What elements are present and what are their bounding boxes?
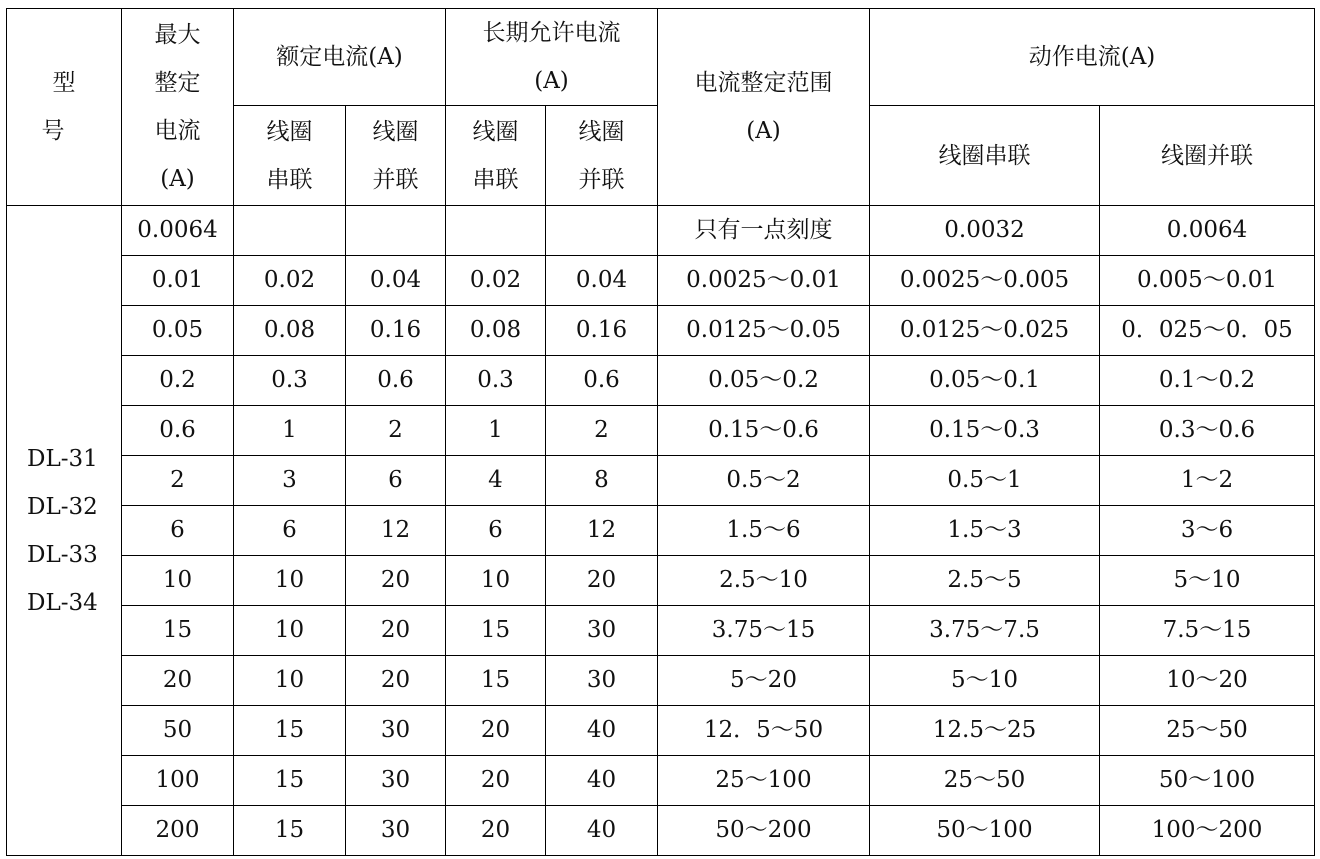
table-cell: 100～200 <box>1100 806 1315 856</box>
table-cell: 0.01 <box>122 256 234 306</box>
table-row <box>7 256 1315 306</box>
table-cell: 0.0025～0.01 <box>658 256 870 306</box>
table-cell: 10 <box>122 556 234 606</box>
table-cell: 40 <box>546 706 658 756</box>
table-cell <box>546 206 658 256</box>
header-rated-current: 额定电流(A) <box>234 9 446 106</box>
table-cell: 2.5～10 <box>658 556 870 606</box>
table-cell: 15 <box>234 806 346 856</box>
header-rated-parallel: 线圈 并联 <box>346 106 446 206</box>
table-cell: 10 <box>446 556 546 606</box>
table-cell: 0.0025～0.005 <box>870 256 1100 306</box>
table-cell: 0.16 <box>346 306 446 356</box>
table-cell: 50 <box>122 706 234 756</box>
table-row <box>7 806 1315 856</box>
model-name: DL-32 <box>27 493 98 520</box>
table-cell: 0.02 <box>234 256 346 306</box>
table-cell: 0.08 <box>446 306 546 356</box>
relay-spec-table <box>6 8 1315 856</box>
table-cell: 40 <box>546 806 658 856</box>
table-cell: 3～6 <box>1100 506 1315 556</box>
table-cell: 25～50 <box>1100 706 1315 756</box>
table-cell <box>234 206 346 256</box>
header-long-term-parallel: 线圈 并联 <box>546 106 658 206</box>
table-cell: 10～20 <box>1100 656 1315 706</box>
table-cell: 10 <box>234 656 346 706</box>
table-row <box>7 656 1315 706</box>
header-operate-series: 线圈串联 <box>870 106 1100 206</box>
table-row <box>7 506 1315 556</box>
table-cell <box>446 206 546 256</box>
table-cell: 0.05 <box>122 306 234 356</box>
header-operate-parallel: 线圈并联 <box>1100 106 1315 206</box>
table-cell: 0.04 <box>546 256 658 306</box>
table-cell: 6 <box>446 506 546 556</box>
table-cell: 0.02 <box>446 256 546 306</box>
table-cell <box>346 206 446 256</box>
table-cell: 5～10 <box>870 656 1100 706</box>
table-cell: 0.0032 <box>870 206 1100 256</box>
table-cell: 只有一点刻度 <box>658 206 870 256</box>
table-row <box>7 556 1315 606</box>
table-cell: 40 <box>546 756 658 806</box>
table-cell: 0.04 <box>346 256 446 306</box>
table-cell: 20 <box>446 706 546 756</box>
table-cell: 1 <box>234 406 346 456</box>
table-cell: 4 <box>446 456 546 506</box>
table-cell: 0.0064 <box>122 206 234 256</box>
table-cell: 1.5～6 <box>658 506 870 556</box>
table-cell: 0.15～0.6 <box>658 406 870 456</box>
table-row <box>7 356 1315 406</box>
table-cell: 8 <box>546 456 658 506</box>
table-cell: 20 <box>446 806 546 856</box>
table-cell: 12 <box>546 506 658 556</box>
header-long-term-series: 线圈 串联 <box>446 106 546 206</box>
table-row <box>7 606 1315 656</box>
table-cell: 30 <box>546 656 658 706</box>
table-cell: 12 <box>346 506 446 556</box>
header-rated-series: 线圈 串联 <box>234 106 346 206</box>
table-cell: 0.05～0.2 <box>658 356 870 406</box>
table-cell: 0.6 <box>346 356 446 406</box>
table-cell: 0.16 <box>546 306 658 356</box>
table-cell: 15 <box>122 606 234 656</box>
model-name: DL-31 <box>27 445 98 472</box>
table-cell: 20 <box>122 656 234 706</box>
table-cell: 0.3～0.6 <box>1100 406 1315 456</box>
header-max-setting-current: 最大 整定 电流 (A) <box>122 9 234 206</box>
table-cell: 0.15～0.3 <box>870 406 1100 456</box>
table-cell: 3.75～15 <box>658 606 870 656</box>
header-long-term-current: 长期允许电流 (A) <box>446 9 658 106</box>
table-cell: 12．5～50 <box>658 706 870 756</box>
table-row <box>7 306 1315 356</box>
model-name: DL-34 <box>27 589 98 616</box>
table-cell: 20 <box>346 606 446 656</box>
table-cell: 20 <box>346 556 446 606</box>
table-row <box>7 706 1315 756</box>
table-cell: 0.0125～0.05 <box>658 306 870 356</box>
table-cell: 30 <box>346 706 446 756</box>
table-cell: 12.5～25 <box>870 706 1100 756</box>
table-cell: 6 <box>122 506 234 556</box>
table-cell: 0.6 <box>546 356 658 406</box>
table-cell: 6 <box>346 456 446 506</box>
table-cell: 3 <box>234 456 346 506</box>
table-cell: 0.0064 <box>1100 206 1315 256</box>
table-cell: 1～2 <box>1100 456 1315 506</box>
table-cell: 2 <box>122 456 234 506</box>
table-cell: 0.005～0.01 <box>1100 256 1315 306</box>
table-cell: 5～10 <box>1100 556 1315 606</box>
table-cell: 10 <box>234 556 346 606</box>
table-row <box>7 406 1315 456</box>
table-cell: 200 <box>122 806 234 856</box>
table-cell: 0.0125～0.025 <box>870 306 1100 356</box>
table-cell: 25～50 <box>870 756 1100 806</box>
table-cell: 15 <box>234 706 346 756</box>
table-cell: 0.05～0.1 <box>870 356 1100 406</box>
header-setting-range: 电流整定范围 (A) <box>658 9 870 206</box>
table-cell: 0.6 <box>122 406 234 456</box>
table-cell: 2 <box>546 406 658 456</box>
table-cell: 15 <box>446 606 546 656</box>
model-list <box>7 206 122 856</box>
table-cell: 15 <box>446 656 546 706</box>
table-cell: 0.3 <box>234 356 346 406</box>
table-cell: 0.1～0.2 <box>1100 356 1315 406</box>
table-cell: 1 <box>446 406 546 456</box>
header-model: 型 号 <box>7 9 122 206</box>
table-cell: 20 <box>546 556 658 606</box>
table-cell: 30 <box>346 806 446 856</box>
table-row <box>7 756 1315 806</box>
table-cell: 3.75～7.5 <box>870 606 1100 656</box>
table-cell: 0．025～0．05 <box>1100 306 1315 356</box>
table-cell: 20 <box>346 656 446 706</box>
table-cell: 0.5～1 <box>870 456 1100 506</box>
table-cell: 50～100 <box>870 806 1100 856</box>
table-cell: 0.3 <box>446 356 546 406</box>
table-cell: 25～100 <box>658 756 870 806</box>
table-cell: 30 <box>346 756 446 806</box>
table-cell: 20 <box>446 756 546 806</box>
table-cell: 6 <box>234 506 346 556</box>
table-cell: 30 <box>546 606 658 656</box>
table-cell: 100 <box>122 756 234 806</box>
table-row <box>7 206 1315 256</box>
table-cell: 5～20 <box>658 656 870 706</box>
table-cell: 0.2 <box>122 356 234 406</box>
table-cell: 2.5～5 <box>870 556 1100 606</box>
table-cell: 1.5～3 <box>870 506 1100 556</box>
table-cell: 50～100 <box>1100 756 1315 806</box>
table-cell: 10 <box>234 606 346 656</box>
table-row <box>7 456 1315 506</box>
table-cell: 15 <box>234 756 346 806</box>
table-cell: 50～200 <box>658 806 870 856</box>
table-body <box>7 206 1315 856</box>
model-name: DL-33 <box>27 541 98 568</box>
table-cell: 7.5～15 <box>1100 606 1315 656</box>
header-operate-current: 动作电流(A) <box>870 9 1315 106</box>
table-cell: 0.5～2 <box>658 456 870 506</box>
table-cell: 2 <box>346 406 446 456</box>
table-cell: 0.08 <box>234 306 346 356</box>
